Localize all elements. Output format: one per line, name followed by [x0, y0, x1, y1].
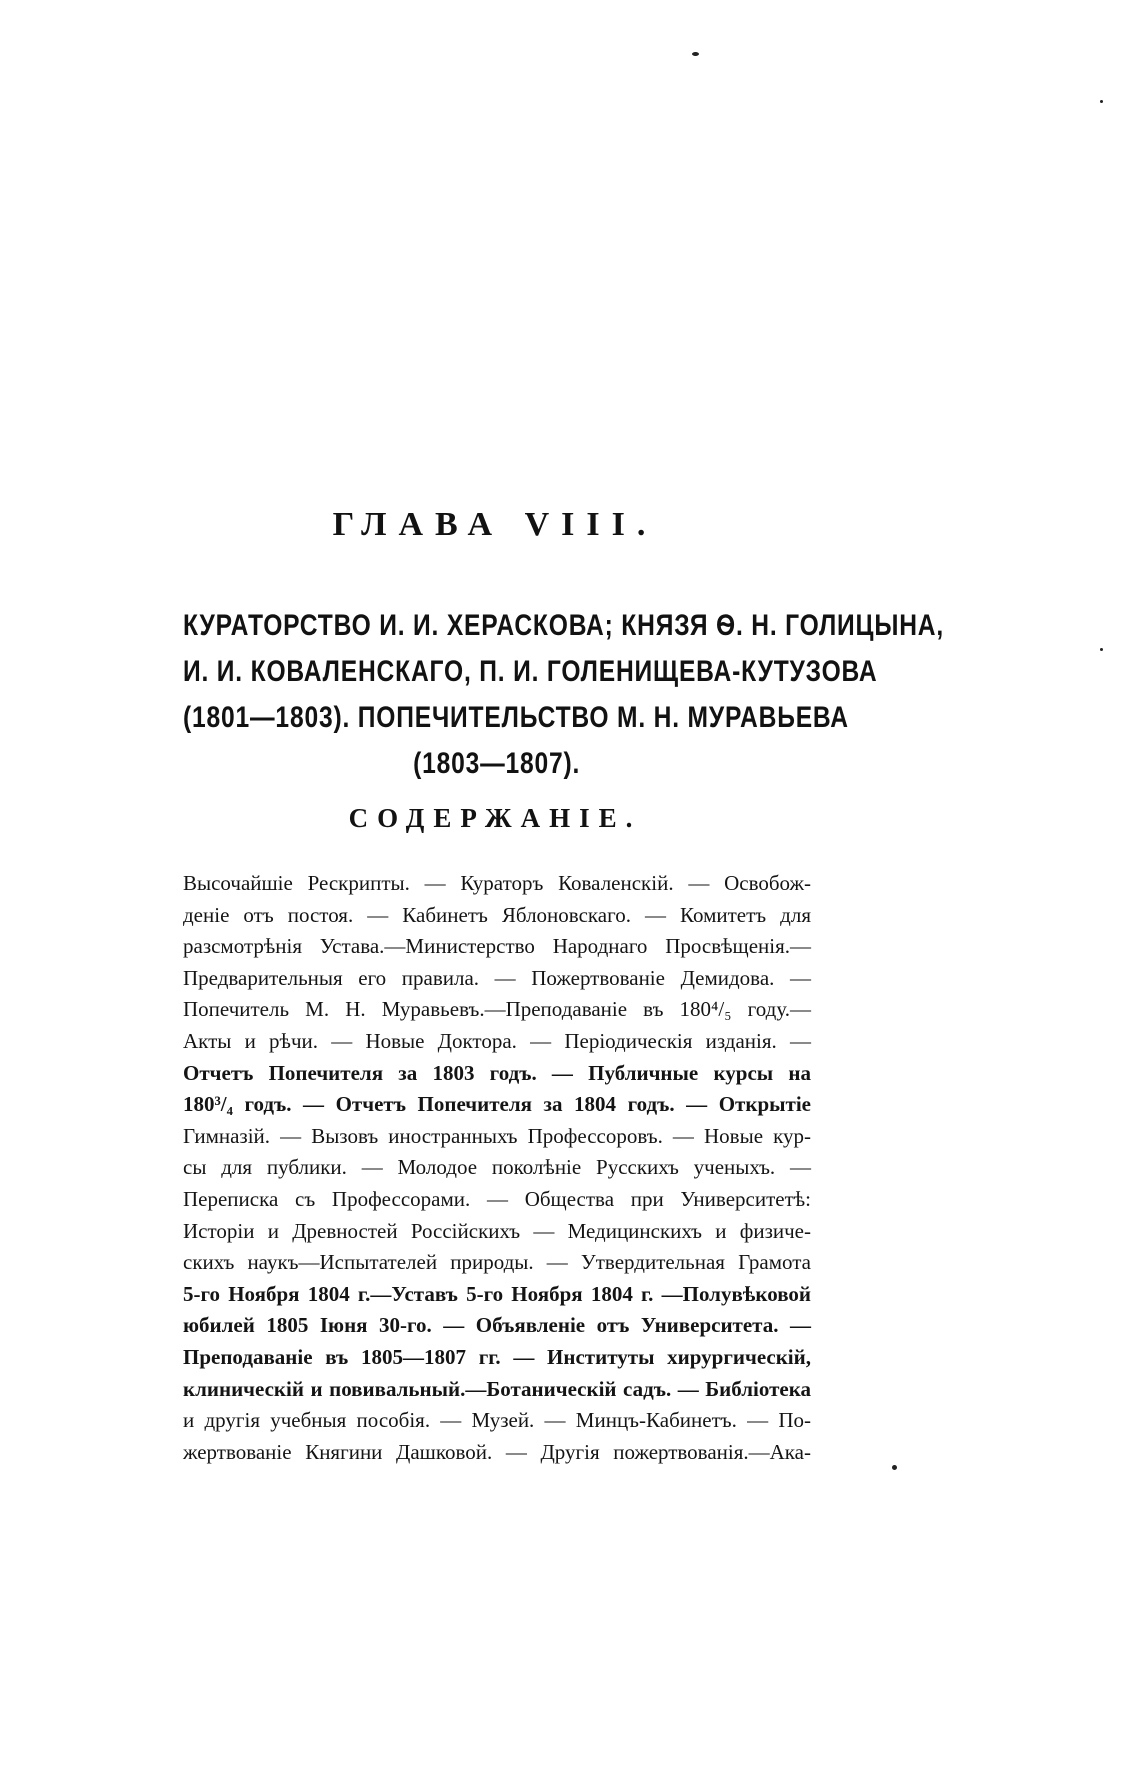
summary-line: 180³/₄ годъ. — Отчетъ Попечителя за 1804 годъ. — Открытіе	[183, 1092, 811, 1117]
contents-heading: СОДЕРЖАНІЕ.	[348, 803, 642, 833]
summary-line: жертвованіе Княгини Дашковой. — Другія пожертвованія.—Ака-	[183, 1439, 811, 1464]
chapter-heading: ГЛАВА VIII.	[332, 506, 658, 543]
summary-line: юбилей 1805 Іюня 30-го. — Объявленіе отъ Университета. —	[183, 1313, 811, 1338]
summary-line: деніе отъ постоя. — Кабинетъ Яблоновскаго. — Комитетъ для	[183, 902, 811, 927]
summary-line: Отчетъ Попечителя за 1803 годъ. — Публичные курсы на	[183, 1060, 811, 1085]
summary-line: Акты и рѣчи. — Новые Доктора. — Періодическія изданія. —	[183, 1028, 811, 1053]
title-line: (1803—1807).	[413, 747, 581, 780]
summary-line: клиническій и повивальный.—Ботаническій садъ. — Библіотека	[183, 1376, 811, 1401]
summary-line: Переписка съ Профессорами. — Общества при Университетѣ:	[183, 1186, 811, 1211]
summary-line: Предварительныя его правила. — Пожертвованіе Демидова. —	[183, 965, 811, 990]
summary-line: Высочайшіе Рескрипты. — Кураторъ Коваленскій. — Освобож-	[183, 871, 811, 895]
ink-speck	[892, 1465, 897, 1470]
summary-line: Преподаваніе въ 1805—1807 гг. — Институты хирургическій,	[183, 1344, 811, 1369]
summary-line: Исторіи и Древностей Россійскихъ — Медицинскихъ и физиче-	[183, 1218, 811, 1243]
title-line: КУРАТОРСТВО И. И. ХЕРАСКОВА; КНЯЗЯ Ѳ. Н. ГОЛИЦЫНА,	[183, 609, 945, 642]
summary-line: 5-го Ноября 1804 г.—Уставъ 5-го Ноября 1804 г. —Полувѣковой	[183, 1281, 811, 1306]
summary-line: сы для публики. — Молодое поколѣніе Русскихъ ученыхъ. —	[183, 1155, 811, 1180]
chapter-title	[183, 603, 945, 787]
contents-summary	[183, 868, 811, 1468]
summary-line: Попечитель М. Н. Муравьевъ.—Преподаваніе въ 180⁴/₅ году.—	[183, 997, 811, 1022]
summary-line: разсмотрѣнія Устава.—Министерство Народнаго Просвѣщенія.—	[183, 934, 811, 959]
summary-line: скихъ наукъ—Испытателей природы. — Утвердительная Грамота	[183, 1250, 811, 1275]
title-line: И. И. КОВАЛЕНСКАГО, П. И. ГОЛЕНИЩЕВА-КУТУЗОВА	[183, 655, 878, 688]
summary-line: и другія учебныя пособія. — Музей. — Минцъ-Кабинетъ. — По-	[183, 1408, 811, 1433]
ink-speck	[1100, 648, 1103, 651]
ink-speck	[692, 52, 699, 56]
summary-line: Гимназій. — Вызовъ иностранныхъ Профессоровъ. — Новые кур-	[183, 1123, 811, 1148]
ink-speck	[1100, 100, 1103, 103]
title-line: (1801—1803). ПОПЕЧИТЕЛЬСТВО М. Н. МУРАВЬЕВА	[183, 701, 849, 734]
